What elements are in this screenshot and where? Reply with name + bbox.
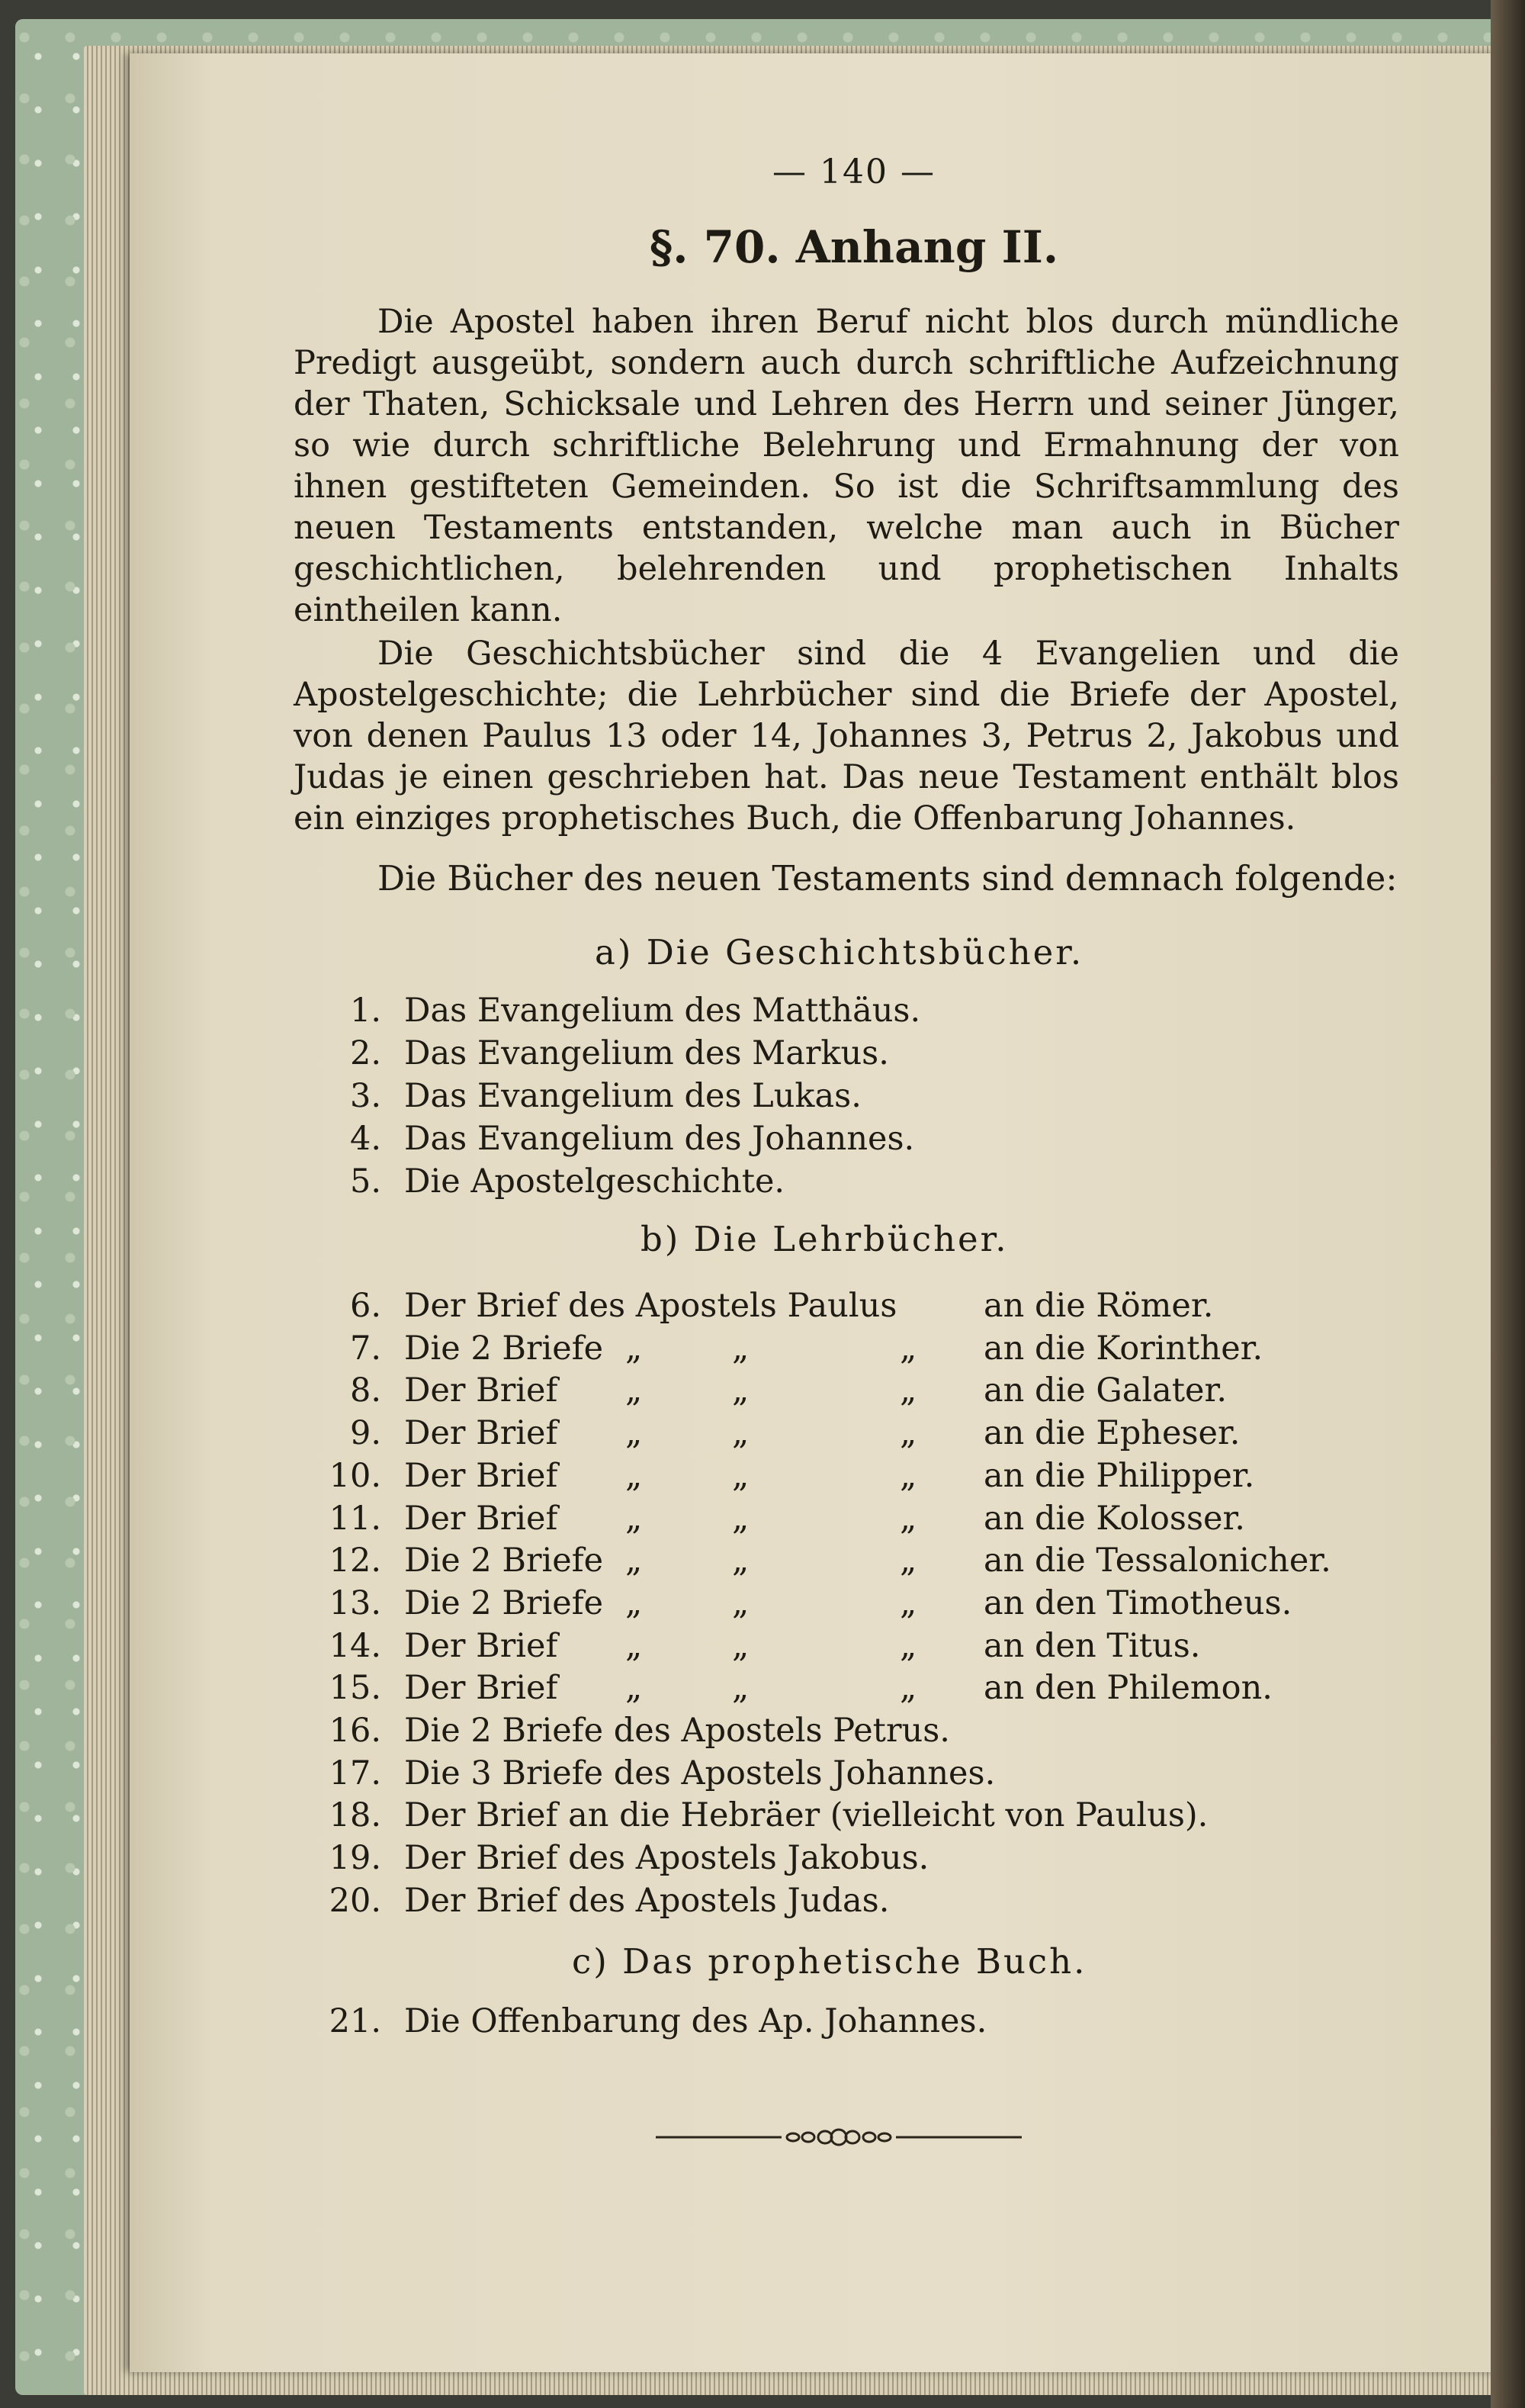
ditto-mark: „	[625, 1371, 643, 1410]
list-item-text: Das Evangelium des Lukas.	[404, 1077, 862, 1115]
ditto-mark: „	[900, 1371, 917, 1410]
list-item-recipient: an die Kolosser.	[984, 1499, 1245, 1538]
list-item-text: Der Brief des Apostels Jakobus.	[404, 1839, 929, 1878]
list-item-number: 12.	[329, 1542, 381, 1580]
list-item-number: 18.	[329, 1796, 381, 1835]
list-item-number: 17.	[329, 1754, 381, 1792]
ditto-mark: „	[900, 1499, 917, 1538]
list-item-number: 9.	[349, 1414, 381, 1453]
list-item-recipient: an die Tessalonicher.	[984, 1542, 1331, 1580]
list-item-recipient: an die Philipper.	[984, 1456, 1255, 1495]
list-item-text: Der Brief des Apostels Judas.	[404, 1881, 890, 1920]
ditto-mark: „	[732, 1542, 750, 1580]
list-item-recipient: an den Timotheus.	[984, 1583, 1292, 1622]
list-item-text: Die 3 Briefe des Apostels Johannes.	[404, 1754, 996, 1792]
list-item-text: Der Brief	[404, 1456, 558, 1495]
list-item-number: 14.	[329, 1626, 381, 1665]
list-item-number: 1.	[349, 992, 381, 1030]
ditto-mark: „	[625, 1626, 643, 1665]
list-item-recipient: an den Philemon.	[984, 1669, 1273, 1708]
ditto-mark: „	[900, 1669, 917, 1708]
list-item-number: 4.	[349, 1120, 381, 1158]
list-item-number: 16.	[329, 1712, 381, 1750]
ditto-mark: „	[732, 1414, 750, 1453]
list-item-text: Die 2 Briefe	[404, 1542, 604, 1580]
paragraph-1: Die Apostel haben ihren Beruf nicht blos durch mündliche Predigt ausgeübt, sondern auch durch schriftliche Aufzeichnung der Thaten, Schicksale und Lehren des Herrn und seiner Jünger, so wie durch schriftliche Belehrung und Ermahnung der von ihnen gestifteten Gemeinden. So ist die Schriftsammlung des neuen Testaments entstanden, welche man auch in Bücher geschichtlichen, belehrenden und prophetischen Inhalts eintheilen kann.	[294, 303, 1399, 629]
ditto-mark: „	[732, 1669, 750, 1708]
list-item-recipient: an die Epheser.	[984, 1414, 1241, 1453]
list-item-recipient: an den Titus.	[984, 1626, 1201, 1665]
page-edge-shadow	[1491, 0, 1525, 2408]
list-item-number: 6.	[349, 1287, 381, 1325]
ditto-mark: „	[732, 1626, 750, 1665]
list-item-text: Das Evangelium des Markus.	[404, 1034, 889, 1072]
paragraph-2: Die Geschichtsbücher sind die 4 Evangelien und die Apostelgeschichte; die Lehrbücher sind die Briefe der Apostel, von denen Paulus 13 oder 14, Johannes 3, Petrus 2, Jakobus und Judas je einen geschrieben hat. Das neue Testament enthält blos ein einziges prophetisches Buch, die Offenbarung Johannes.	[294, 635, 1399, 837]
ditto-mark: „	[625, 1456, 643, 1495]
ditto-mark: „	[732, 1583, 750, 1622]
list-item-number: 13.	[329, 1583, 381, 1622]
list-item-text: Der Brief	[404, 1626, 558, 1665]
ditto-mark: „	[900, 1542, 917, 1580]
ditto-mark: „	[625, 1414, 643, 1453]
list-item-number: 21.	[329, 2002, 381, 2040]
list-item-number: 10.	[329, 1456, 381, 1495]
ditto-mark: „	[900, 1456, 917, 1495]
list-item-number: 7.	[349, 1329, 381, 1368]
list-item-text: Das Evangelium des Matthäus.	[404, 992, 921, 1030]
ditto-mark: „	[900, 1329, 917, 1368]
ditto-mark: „	[625, 1669, 643, 1708]
list-item-text: Die 2 Briefe	[404, 1329, 604, 1368]
list-item-number: 11.	[329, 1499, 381, 1538]
list-item-number: 8.	[349, 1371, 381, 1410]
page-number: — 140 —	[772, 153, 936, 191]
list-item-number: 15.	[329, 1669, 381, 1708]
ditto-mark: „	[625, 1583, 643, 1622]
list-item-recipient: an die Korinther.	[984, 1329, 1263, 1368]
subheading-prophetic-book: c) Das prophetische Buch.	[572, 1941, 1087, 1982]
list-item-number: 3.	[349, 1077, 381, 1115]
list-item-text: Die 2 Briefe des Apostels Petrus.	[404, 1712, 950, 1750]
list-item-text: Das Evangelium des Johannes.	[404, 1120, 915, 1158]
list-intro: Die Bücher des neuen Testaments sind demnach folgende:	[377, 858, 1398, 899]
ditto-mark: „	[732, 1499, 750, 1538]
list-item-number: 20.	[329, 1881, 381, 1920]
ditto-mark: „	[900, 1626, 917, 1665]
list-item-text: Die Offenbarung des Ap. Johannes.	[404, 2002, 987, 2040]
list-item-recipient: an die Römer.	[984, 1287, 1214, 1325]
list-item-text: Der Brief	[404, 1669, 558, 1708]
list-item-text: Der Brief	[404, 1371, 558, 1410]
list-item-number: 19.	[329, 1839, 381, 1878]
list-item-number: 5.	[349, 1162, 381, 1201]
subheading-teaching-books: b) Die Lehrbücher.	[640, 1219, 1009, 1259]
ditto-mark: „	[625, 1329, 643, 1368]
ornament-divider	[656, 2122, 1022, 2152]
ditto-mark: „	[732, 1371, 750, 1410]
ditto-mark: „	[732, 1456, 750, 1495]
list-item-text: Der Brief	[404, 1414, 558, 1453]
ditto-mark: „	[732, 1329, 750, 1368]
list-item-text: Die 2 Briefe	[404, 1583, 604, 1622]
ditto-mark: „	[625, 1499, 643, 1538]
ditto-mark: „	[900, 1414, 917, 1453]
list-item-text: Die Apostelgeschichte.	[404, 1162, 785, 1201]
ditto-mark: „	[900, 1583, 917, 1622]
subheading-history-books: a) Die Geschichtsbücher.	[595, 932, 1084, 973]
list-item-number: 2.	[349, 1034, 381, 1072]
list-item-text: Der Brief an die Hebräer (vielleicht von Paulus).	[404, 1796, 1209, 1835]
ditto-mark: „	[625, 1542, 643, 1580]
list-item-recipient: an die Galater.	[984, 1371, 1227, 1410]
section-title: §. 70. Anhang II.	[649, 221, 1059, 273]
list-item-text: Der Brief des Apostels Paulus	[404, 1287, 897, 1325]
list-item-text: Der Brief	[404, 1499, 558, 1538]
